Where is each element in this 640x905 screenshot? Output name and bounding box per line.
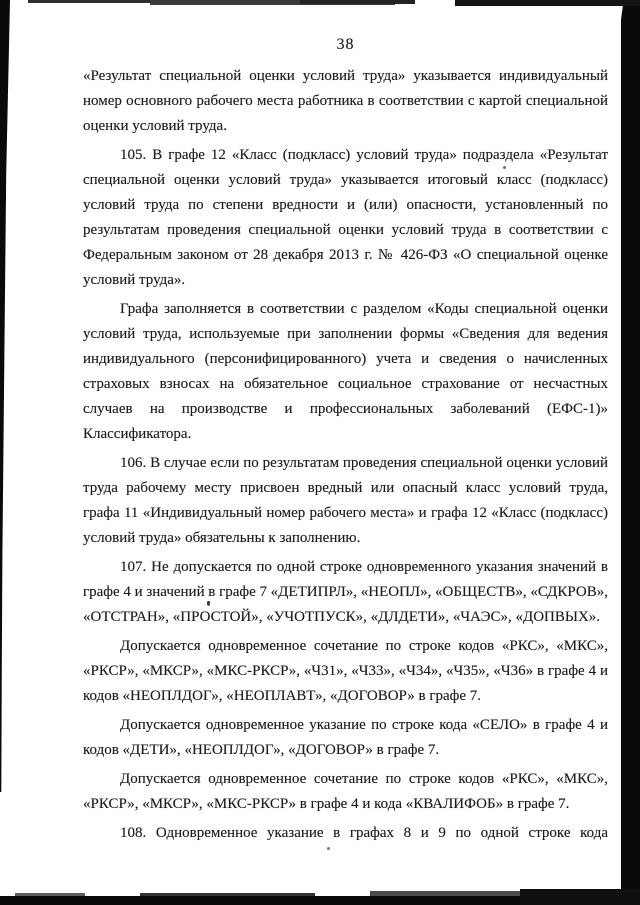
document-body [83, 64, 608, 846]
text-line: результатам проведения специальной оценки условий труда в соответствии с [83, 222, 608, 238]
paragraph [83, 767, 608, 817]
scan-artifact-bottom-edge [140, 893, 315, 896]
paragraph [83, 143, 608, 293]
paragraph [83, 297, 608, 447]
scan-artifact-bottom-edge [370, 891, 520, 896]
page-number: 38 [336, 36, 355, 53]
text-line: Допускается одновременное сочетание по строке кодов «РКС», «МКС», [120, 771, 608, 787]
scan-artifact-bottom-edge [15, 893, 85, 896]
scan-speck [207, 601, 210, 606]
text-line: кодов «НЕОПЛДОГ», «НЕОПЛАВТ», «ДОГОВОР» в графе 7. [83, 688, 482, 704]
scan-speck [503, 166, 506, 169]
text-line: условий труда по степени вредности и (или) опасности, установленный по [83, 197, 608, 213]
text-line: «РКСР», «МКСР», «МКС-РКСР», «Ч31», «Ч33», «Ч34», «Ч35», «Ч36» в графе 4 и [83, 663, 608, 679]
scan-artifact-bottom-edge [520, 889, 640, 905]
paragraph [83, 64, 608, 139]
scan-artifact-left-edge [0, 0, 10, 792]
paragraph [83, 713, 608, 763]
text-line: «РКСР», «МКСР», «МКС-РКСР» в графе 4 и кода «КВАЛИФОБ» в графе 7. [83, 796, 570, 812]
text-line: Допускается одновременное сочетание по строке кодов «РКС», «МКС», [120, 638, 608, 654]
text-line: 107. Не допускается по одной строке одновременного указания значений в [120, 559, 608, 575]
text-line: номер основного рабочего места работника в соответствии с картой специальной [83, 93, 608, 109]
paragraph [83, 634, 608, 709]
text-line: Классификатора. [83, 426, 192, 442]
text-line: графе 4 и значений в графе 7 «ДЕТИПРЛ», «НЕОПЛ», «ОБЩЕСТВ», «СДКРОВ», [83, 584, 608, 600]
scan-artifact-top-edge [300, 0, 415, 4]
text-line: условий труда». [83, 272, 186, 288]
text-line: Графа заполняется в соответствии с разделом «Коды специальной оценки [120, 301, 608, 317]
paragraph [83, 555, 608, 630]
text-line: «Результат специальной оценки условий труда» указывается индивидуальный [83, 68, 608, 84]
text-line: индивидуального (персонифицированного) учета и сведения о начисленных [83, 351, 608, 367]
paragraph [83, 451, 608, 551]
text-line: труда рабочему месту присвоен вредный или опасный класс условий труда, [83, 480, 608, 496]
text-line: Федеральным законом от 28 декабря 2013 г. № 426-ФЗ «О специальной оценке [83, 247, 608, 263]
text-line: Допускается одновременное указание по строке кода «СЕЛО» в графе 4 и [120, 717, 608, 733]
text-line: страховых взносах на обязательное социальное страхование от несчастных [83, 376, 608, 392]
text-line: 105. В графе 12 «Класс (подкласс) условий труда» подраздела «Результат [120, 147, 608, 163]
text-line: условий труда, используемые при заполнении формы «Сведения для ведения [83, 326, 608, 342]
scan-speck [327, 847, 330, 850]
text-line: «ОТСТРАН», «ПРОСТОЙ», «УЧОТПУСК», «ДЛДЕТИ», «ЧАЭС», «ДОПВЫХ». [83, 609, 601, 625]
text-line: оценки условий труда. [83, 118, 227, 134]
text-line: специальной оценки условий труда» указывается итоговый класс (подкласс) [83, 172, 608, 188]
text-line: случаев на производстве и профессиональных заболеваний (ЕФС-1)» [83, 401, 608, 417]
text-line: условий труда» обязательны к заполнению. [83, 530, 361, 546]
text-line: 106. В случае если по результатам проведения специальной оценки условий [120, 455, 608, 471]
text-line: 108. Одновременное указание в графах 8 и 9 по одной строке кода [120, 825, 608, 841]
scan-artifact-right-edge [621, 0, 640, 905]
scan-artifact-top-edge [455, 0, 640, 6]
paragraph [83, 821, 608, 846]
text-line: кодов «ДЕТИ», «НЕОПЛДОГ», «ДОГОВОР» в графе 7. [83, 742, 440, 758]
text-line: графа 11 «Индивидуальный номер рабочего места» и графа 12 «Класс (подкласс) [83, 505, 608, 521]
